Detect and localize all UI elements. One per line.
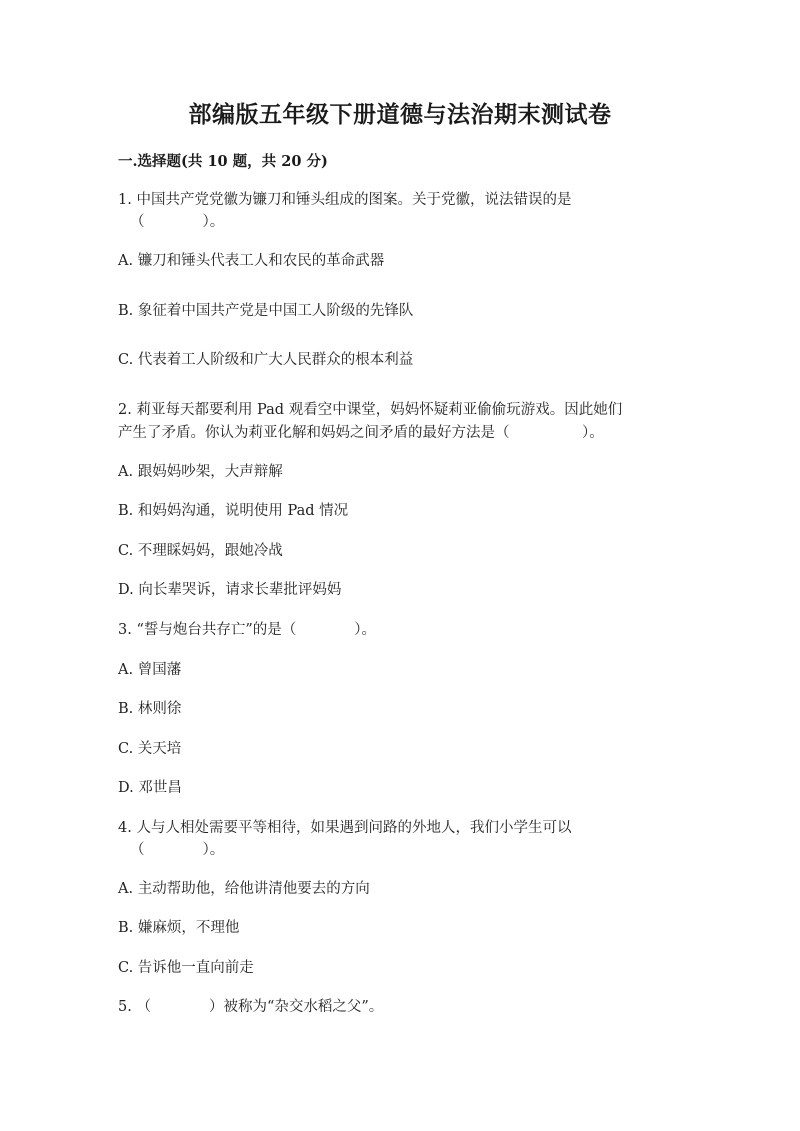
page-title: 部编版五年级下册道德与法治期末测试卷	[188, 101, 612, 128]
question-4-option-c: C. 告诉他一直向前走	[118, 960, 254, 976]
question-4-option-b: B. 嫌麻烦，不理他	[118, 920, 240, 936]
question-3-option-b: B. 林则徐	[118, 701, 182, 717]
question-1-stem-line-2: （ ）。	[130, 214, 225, 230]
question-5-stem: 5. （ ）被称为“杂交水稻之父”。	[118, 999, 384, 1015]
question-2-option-b: B. 和妈妈沟通，说明使用 Pad 情况	[118, 503, 349, 519]
question-3-option-c: C. 关天培	[118, 741, 182, 757]
section-heading: 一.选择题(共 10 题，共 20 分)	[118, 153, 328, 170]
question-1-option-c: C. 代表着工人阶级和广大人民群众的根本利益	[118, 352, 414, 368]
question-1-option-b: B. 象征着中国共产党是中国工人阶级的先锋队	[118, 303, 414, 319]
question-3-option-d: D. 邓世昌	[118, 780, 182, 796]
question-4-stem-line-1: 4. 人与人相处需要平等相待，如果遇到问路的外地人，我们小学生可以	[118, 820, 572, 836]
question-2-option-d: D. 向长辈哭诉，请求长辈批评妈妈	[118, 582, 342, 598]
question-3-option-a: A. 曾国藩	[118, 662, 182, 678]
question-4-stem-line-2: （ ）。	[130, 842, 225, 858]
question-3-stem: 3. “誓与炮台共存亡”的是（ ）。	[118, 622, 377, 638]
question-1-option-a: A. 镰刀和锤头代表工人和农民的革命武器	[118, 253, 385, 269]
question-2-option-a: A. 跟妈妈吵架，大声辩解	[118, 464, 283, 480]
question-4-option-a: A. 主动帮助他，给他讲清他要去的方向	[118, 881, 370, 897]
question-2-stem-line-2: 产生了矛盾。你认为莉亚化解和妈妈之间矛盾的最好方法是（ ）。	[118, 425, 604, 441]
question-2-stem-line-1: 2. 莉亚每天都要利用 Pad 观看空中课堂，妈妈怀疑莉亚偷偷玩游戏。因此她们	[118, 402, 623, 418]
question-2-option-c: C. 不理睬妈妈，跟她冷战	[118, 543, 283, 559]
question-1-stem-line-1: 1. 中国共产党党徽为镰刀和锤头组成的图案。关于党徽，说法错误的是	[118, 192, 572, 208]
